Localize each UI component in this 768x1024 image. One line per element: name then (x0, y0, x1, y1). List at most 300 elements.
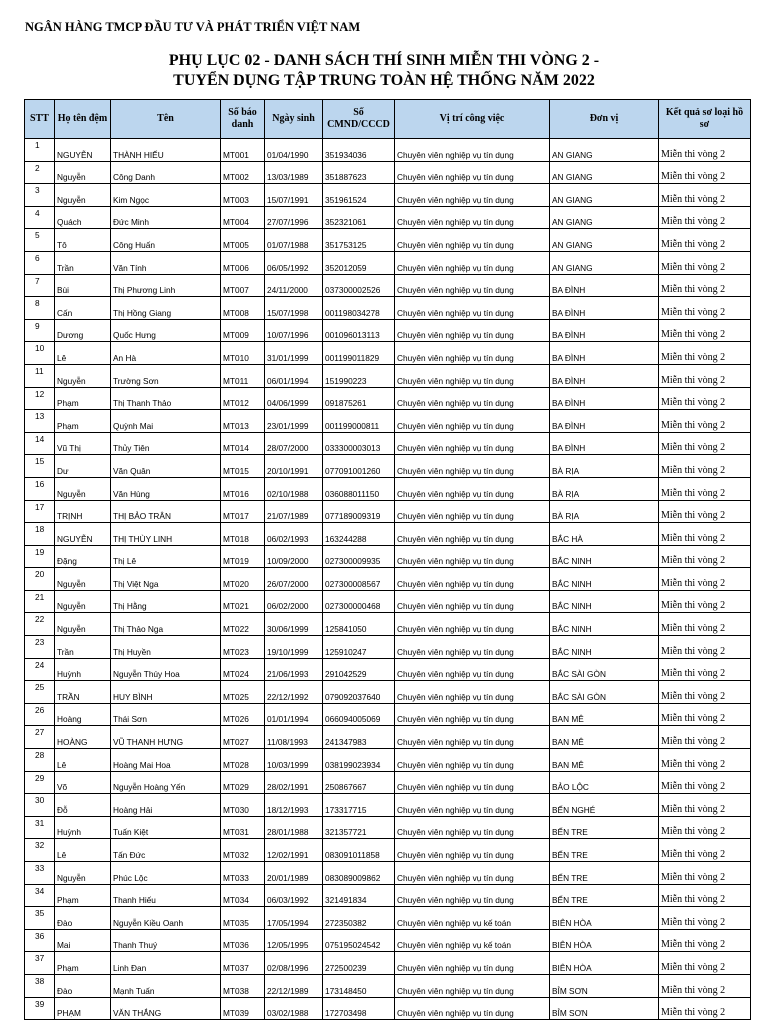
cmnd-cell: 077189009319 (323, 500, 395, 523)
table-row (25, 568, 751, 591)
ho-ten-dem-cell: Tô (55, 229, 111, 252)
ket-qua-cell: Miễn thi vòng 2 (659, 613, 751, 636)
col-header-ten: Tên (111, 100, 221, 139)
ten-cell: Linh Đan (111, 952, 221, 975)
don-vi-cell: BA ĐÌNH (550, 274, 659, 297)
don-vi-cell: BẮC SÀI GÒN (550, 681, 659, 704)
vi-tri-cell: Chuyên viên nghiệp vụ tín dụng (395, 139, 550, 162)
ho-ten-dem-cell: Nguyễn (55, 184, 111, 207)
ket-qua-cell: Miễn thi vòng 2 (659, 590, 751, 613)
ho-ten-dem-cell: Phạm (55, 410, 111, 433)
don-vi-cell: BA ĐÌNH (550, 319, 659, 342)
so-bao-danh-cell: MT007 (221, 274, 265, 297)
vi-tri-cell: Chuyên viên nghiệp vụ tín dụng (395, 274, 550, 297)
ho-ten-dem-cell: Dư (55, 455, 111, 478)
ket-qua-cell: Miễn thi vòng 2 (659, 319, 751, 342)
ngay-sinh-cell: 22/12/1992 (265, 681, 323, 704)
so-bao-danh-cell: MT005 (221, 229, 265, 252)
ngay-sinh-cell: 19/10/1999 (265, 636, 323, 659)
stt-cell: 27 (25, 726, 55, 749)
don-vi-cell: BA ĐÌNH (550, 297, 659, 320)
table-row (25, 319, 751, 342)
vi-tri-cell: Chuyên viên nghiệp vụ tín dụng (395, 364, 550, 387)
don-vi-cell: BẮC SÀI GÒN (550, 658, 659, 681)
table-row (25, 251, 751, 274)
cmnd-cell: 001199000811 (323, 410, 395, 433)
don-vi-cell: BAN MÊ (550, 703, 659, 726)
ho-ten-dem-cell: NGUYỄN (55, 139, 111, 162)
ten-cell: Kim Ngọc (111, 184, 221, 207)
so-bao-danh-cell: MT026 (221, 703, 265, 726)
don-vi-cell: AN GIANG (550, 206, 659, 229)
ten-cell: An Hà (111, 342, 221, 365)
vi-tri-cell: Chuyên viên nghiệp vụ kế toán (395, 929, 550, 952)
ho-ten-dem-cell: Vũ Thị (55, 432, 111, 455)
ngay-sinh-cell: 30/06/1999 (265, 613, 323, 636)
don-vi-cell: BIÊN HÒA (550, 907, 659, 930)
ho-ten-dem-cell: Nguyễn (55, 477, 111, 500)
don-vi-cell: AN GIANG (550, 229, 659, 252)
table-row (25, 410, 751, 433)
ten-cell: Nguyễn Thúy Hoa (111, 658, 221, 681)
don-vi-cell: BỈM SƠN (550, 997, 659, 1020)
so-bao-danh-cell: MT032 (221, 839, 265, 862)
stt-cell: 26 (25, 703, 55, 726)
cmnd-cell: 272500239 (323, 952, 395, 975)
ten-cell: Thị Việt Nga (111, 568, 221, 591)
table-row (25, 229, 751, 252)
ngay-sinh-cell: 28/02/1991 (265, 771, 323, 794)
col-header-vi-tri: Vị trí công việc (395, 100, 550, 139)
so-bao-danh-cell: MT017 (221, 500, 265, 523)
table-row (25, 929, 751, 952)
ket-qua-cell: Miễn thi vòng 2 (659, 274, 751, 297)
don-vi-cell: BẮC HÀ (550, 523, 659, 546)
don-vi-cell: BÀ RỊA (550, 455, 659, 478)
ngay-sinh-cell: 06/02/1993 (265, 523, 323, 546)
vi-tri-cell: Chuyên viên nghiệp vụ tín dụng (395, 297, 550, 320)
stt-cell: 34 (25, 884, 55, 907)
table-row (25, 794, 751, 817)
don-vi-cell: BẮC NINH (550, 636, 659, 659)
col-header-don-vi: Đơn vị (550, 100, 659, 139)
vi-tri-cell: Chuyên viên nghiệp vụ tín dụng (395, 229, 550, 252)
table-row (25, 726, 751, 749)
ngay-sinh-cell: 06/02/2000 (265, 590, 323, 613)
don-vi-cell: BA ĐÌNH (550, 342, 659, 365)
ket-qua-cell: Miễn thi vòng 2 (659, 929, 751, 952)
vi-tri-cell: Chuyên viên nghiệp vụ tín dụng (395, 658, 550, 681)
vi-tri-cell: Chuyên viên nghiệp vụ tín dụng (395, 839, 550, 862)
cmnd-cell: 321491834 (323, 884, 395, 907)
ket-qua-cell: Miễn thi vòng 2 (659, 816, 751, 839)
stt-cell: 38 (25, 974, 55, 997)
ket-qua-cell: Miễn thi vòng 2 (659, 907, 751, 930)
ngay-sinh-cell: 15/07/1998 (265, 297, 323, 320)
table-row (25, 184, 751, 207)
stt-cell: 14 (25, 432, 55, 455)
cmnd-cell: 352012059 (323, 251, 395, 274)
table-row (25, 206, 751, 229)
ten-cell: Văn Tính (111, 251, 221, 274)
ket-qua-cell: Miễn thi vòng 2 (659, 432, 751, 455)
table-row (25, 500, 751, 523)
so-bao-danh-cell: MT003 (221, 184, 265, 207)
cmnd-cell: 125841050 (323, 613, 395, 636)
so-bao-danh-cell: MT004 (221, 206, 265, 229)
don-vi-cell: BẾN TRE (550, 816, 659, 839)
table-row (25, 907, 751, 930)
vi-tri-cell: Chuyên viên nghiệp vụ tín dụng (395, 184, 550, 207)
table-row (25, 161, 751, 184)
don-vi-cell: BỈM SƠN (550, 974, 659, 997)
stt-cell: 9 (25, 319, 55, 342)
ten-cell: Trường Sơn (111, 364, 221, 387)
don-vi-cell: BẮC NINH (550, 613, 659, 636)
vi-tri-cell: Chuyên viên nghiệp vụ kế toán (395, 907, 550, 930)
ngay-sinh-cell: 28/01/1988 (265, 816, 323, 839)
table-row (25, 432, 751, 455)
ket-qua-cell: Miễn thi vòng 2 (659, 387, 751, 410)
ten-cell: THÀNH HIẾU (111, 139, 221, 162)
cmnd-cell: 272350382 (323, 907, 395, 930)
vi-tri-cell: Chuyên viên nghiệp vụ tín dụng (395, 161, 550, 184)
cmnd-cell: 036088011150 (323, 477, 395, 500)
ho-ten-dem-cell: TRẦN (55, 681, 111, 704)
table-row (25, 974, 751, 997)
stt-cell: 24 (25, 658, 55, 681)
vi-tri-cell: Chuyên viên nghiệp vụ tín dụng (395, 703, 550, 726)
cmnd-cell: 351887623 (323, 161, 395, 184)
stt-cell: 19 (25, 545, 55, 568)
ket-qua-cell: Miễn thi vòng 2 (659, 251, 751, 274)
ngay-sinh-cell: 06/03/1992 (265, 884, 323, 907)
ten-cell: HUY BÌNH (111, 681, 221, 704)
vi-tri-cell: Chuyên viên nghiệp vụ tín dụng (395, 455, 550, 478)
vi-tri-cell: Chuyên viên nghiệp vụ tín dụng (395, 590, 550, 613)
table-header-row (25, 100, 751, 139)
vi-tri-cell: Chuyên viên nghiệp vụ tín dụng (395, 500, 550, 523)
stt-cell: 32 (25, 839, 55, 862)
ten-cell: Nguyễn Hoàng Yến (111, 771, 221, 794)
organization-name: NGÂN HÀNG TMCP ĐẦU TƯ VÀ PHÁT TRIỂN VIỆT NAM (25, 20, 361, 34)
stt-cell: 6 (25, 251, 55, 274)
so-bao-danh-cell: MT028 (221, 749, 265, 772)
ho-ten-dem-cell: Cấn (55, 297, 111, 320)
stt-cell: 18 (25, 523, 55, 546)
so-bao-danh-cell: MT021 (221, 590, 265, 613)
cmnd-cell: 151990223 (323, 364, 395, 387)
stt-cell: 22 (25, 613, 55, 636)
ho-ten-dem-cell: Võ (55, 771, 111, 794)
ten-cell: THỊ THÙY LINH (111, 523, 221, 546)
ngay-sinh-cell: 20/01/1989 (265, 862, 323, 885)
vi-tri-cell: Chuyên viên nghiệp vụ tín dụng (395, 251, 550, 274)
so-bao-danh-cell: MT022 (221, 613, 265, 636)
vi-tri-cell: Chuyên viên nghiệp vụ tín dụng (395, 681, 550, 704)
ket-qua-cell: Miễn thi vòng 2 (659, 839, 751, 862)
stt-cell: 31 (25, 816, 55, 839)
ho-ten-dem-cell: Lê (55, 839, 111, 862)
cmnd-cell: 173317715 (323, 794, 395, 817)
table-row (25, 681, 751, 704)
ho-ten-dem-cell: Lê (55, 342, 111, 365)
table-row (25, 658, 751, 681)
table-row (25, 139, 751, 162)
don-vi-cell: BẢO LỘC (550, 771, 659, 794)
ket-qua-cell: Miễn thi vòng 2 (659, 410, 751, 433)
ket-qua-cell: Miễn thi vòng 2 (659, 952, 751, 975)
so-bao-danh-cell: MT018 (221, 523, 265, 546)
cmnd-cell: 351961524 (323, 184, 395, 207)
cmnd-cell: 173148450 (323, 974, 395, 997)
so-bao-danh-cell: MT035 (221, 907, 265, 930)
table-row (25, 771, 751, 794)
cmnd-cell: 027300000468 (323, 590, 395, 613)
ho-ten-dem-cell: Hoàng (55, 703, 111, 726)
so-bao-danh-cell: MT039 (221, 997, 265, 1020)
table-row (25, 952, 751, 975)
ngay-sinh-cell: 28/07/2000 (265, 432, 323, 455)
stt-cell: 28 (25, 749, 55, 772)
cmnd-cell: 321357721 (323, 816, 395, 839)
ho-ten-dem-cell: Phạm (55, 884, 111, 907)
stt-cell: 1 (25, 139, 55, 162)
vi-tri-cell: Chuyên viên nghiệp vụ tín dụng (395, 432, 550, 455)
ho-ten-dem-cell: Huỳnh (55, 658, 111, 681)
ngay-sinh-cell: 12/02/1991 (265, 839, 323, 862)
vi-tri-cell: Chuyên viên nghiệp vụ tín dụng (395, 952, 550, 975)
ten-cell: Phúc Lộc (111, 862, 221, 885)
col-header-cmnd: Số CMND/CCCD (323, 100, 395, 139)
stt-cell: 33 (25, 862, 55, 885)
table-row (25, 545, 751, 568)
stt-cell: 25 (25, 681, 55, 704)
stt-cell: 30 (25, 794, 55, 817)
don-vi-cell: BIÊN HÒA (550, 952, 659, 975)
ngay-sinh-cell: 10/09/2000 (265, 545, 323, 568)
ngay-sinh-cell: 01/07/1988 (265, 229, 323, 252)
ten-cell: Văn Quân (111, 455, 221, 478)
document-title-line-1: PHỤ LỤC 02 - DANH SÁCH THÍ SINH MIỄN THI VÒNG 2 - (168, 52, 600, 69)
ho-ten-dem-cell: Nguyễn (55, 590, 111, 613)
cmnd-cell: 077091001260 (323, 455, 395, 478)
ngay-sinh-cell: 11/08/1993 (265, 726, 323, 749)
ngay-sinh-cell: 20/10/1991 (265, 455, 323, 478)
table-row (25, 636, 751, 659)
so-bao-danh-cell: MT025 (221, 681, 265, 704)
so-bao-danh-cell: MT038 (221, 974, 265, 997)
ho-ten-dem-cell: Trần (55, 636, 111, 659)
cmnd-cell: 066094005069 (323, 703, 395, 726)
ten-cell: VĂN THẮNG (111, 997, 221, 1020)
ten-cell: Thị Phương Linh (111, 274, 221, 297)
stt-cell: 7 (25, 274, 55, 297)
table-row (25, 274, 751, 297)
ten-cell: VŨ THANH HƯNG (111, 726, 221, 749)
cmnd-cell: 091875261 (323, 387, 395, 410)
ho-ten-dem-cell: Nguyễn (55, 568, 111, 591)
ngay-sinh-cell: 21/07/1989 (265, 500, 323, 523)
ten-cell: Hoàng Mai Hoa (111, 749, 221, 772)
vi-tri-cell: Chuyên viên nghiệp vụ tín dụng (395, 997, 550, 1020)
ho-ten-dem-cell: HOÀNG (55, 726, 111, 749)
stt-cell: 15 (25, 455, 55, 478)
cmnd-cell: 033300003013 (323, 432, 395, 455)
so-bao-danh-cell: MT034 (221, 884, 265, 907)
ket-qua-cell: Miễn thi vòng 2 (659, 703, 751, 726)
ket-qua-cell: Miễn thi vòng 2 (659, 139, 751, 162)
so-bao-danh-cell: MT033 (221, 862, 265, 885)
table-row (25, 997, 751, 1020)
table-row (25, 749, 751, 772)
cmnd-cell: 351753125 (323, 229, 395, 252)
ngay-sinh-cell: 06/01/1994 (265, 364, 323, 387)
vi-tri-cell: Chuyên viên nghiệp vụ tín dụng (395, 319, 550, 342)
don-vi-cell: BÀ RỊA (550, 500, 659, 523)
so-bao-danh-cell: MT029 (221, 771, 265, 794)
stt-cell: 12 (25, 387, 55, 410)
cmnd-cell: 241347983 (323, 726, 395, 749)
vi-tri-cell: Chuyên viên nghiệp vụ tín dụng (395, 477, 550, 500)
ket-qua-cell: Miễn thi vòng 2 (659, 455, 751, 478)
vi-tri-cell: Chuyên viên nghiệp vụ tín dụng (395, 342, 550, 365)
col-header-ngay-sinh: Ngày sinh (265, 100, 323, 139)
don-vi-cell: BẮC NINH (550, 568, 659, 591)
don-vi-cell: AN GIANG (550, 139, 659, 162)
cmnd-cell: 083091011858 (323, 839, 395, 862)
ten-cell: Thủy Tiên (111, 432, 221, 455)
table-row (25, 297, 751, 320)
stt-cell: 35 (25, 907, 55, 930)
vi-tri-cell: Chuyên viên nghiệp vụ tín dụng (395, 387, 550, 410)
cmnd-cell: 001198034278 (323, 297, 395, 320)
vi-tri-cell: Chuyên viên nghiệp vụ tín dụng (395, 726, 550, 749)
stt-cell: 17 (25, 500, 55, 523)
ten-cell: Thị Hằng (111, 590, 221, 613)
stt-cell: 21 (25, 590, 55, 613)
don-vi-cell: BÀ RỊA (550, 477, 659, 500)
ngay-sinh-cell: 01/01/1994 (265, 703, 323, 726)
ket-qua-cell: Miễn thi vòng 2 (659, 681, 751, 704)
ho-ten-dem-cell: Phạm (55, 952, 111, 975)
stt-cell: 29 (25, 771, 55, 794)
ket-qua-cell: Miễn thi vòng 2 (659, 364, 751, 387)
ho-ten-dem-cell: Đào (55, 907, 111, 930)
so-bao-danh-cell: MT010 (221, 342, 265, 365)
ngay-sinh-cell: 15/07/1991 (265, 184, 323, 207)
ket-qua-cell: Miễn thi vòng 2 (659, 862, 751, 885)
so-bao-danh-cell: MT030 (221, 794, 265, 817)
so-bao-danh-cell: MT015 (221, 455, 265, 478)
stt-cell: 37 (25, 952, 55, 975)
ket-qua-cell: Miễn thi vòng 2 (659, 184, 751, 207)
so-bao-danh-cell: MT024 (221, 658, 265, 681)
cmnd-cell: 027300008567 (323, 568, 395, 591)
stt-cell: 20 (25, 568, 55, 591)
so-bao-danh-cell: MT023 (221, 636, 265, 659)
ho-ten-dem-cell: Mai (55, 929, 111, 952)
don-vi-cell: BIÊN HÒA (550, 929, 659, 952)
so-bao-danh-cell: MT011 (221, 364, 265, 387)
vi-tri-cell: Chuyên viên nghiệp vụ tín dụng (395, 410, 550, 433)
ho-ten-dem-cell: NGUYỄN (55, 523, 111, 546)
ngay-sinh-cell: 22/12/1989 (265, 974, 323, 997)
ket-qua-cell: Miễn thi vòng 2 (659, 161, 751, 184)
cmnd-cell: 038199023934 (323, 749, 395, 772)
col-header-ho-ten-dem: Họ tên đệm (55, 100, 111, 139)
so-bao-danh-cell: MT009 (221, 319, 265, 342)
ket-qua-cell: Miễn thi vòng 2 (659, 997, 751, 1020)
cmnd-cell: 083089009862 (323, 862, 395, 885)
table-body (25, 139, 751, 1020)
don-vi-cell: BA ĐÌNH (550, 410, 659, 433)
ho-ten-dem-cell: Lê (55, 749, 111, 772)
ten-cell: Thanh Hiếu (111, 884, 221, 907)
so-bao-danh-cell: MT012 (221, 387, 265, 410)
don-vi-cell: BA ĐÌNH (550, 364, 659, 387)
ho-ten-dem-cell: Nguyễn (55, 364, 111, 387)
cmnd-cell: 250867667 (323, 771, 395, 794)
vi-tri-cell: Chuyên viên nghiệp vụ tín dụng (395, 545, 550, 568)
ngay-sinh-cell: 04/06/1999 (265, 387, 323, 410)
vi-tri-cell: Chuyên viên nghiệp vụ tín dụng (395, 771, 550, 794)
cmnd-cell: 172703498 (323, 997, 395, 1020)
don-vi-cell: AN GIANG (550, 251, 659, 274)
ten-cell: Công Danh (111, 161, 221, 184)
candidate-table (24, 99, 751, 1020)
cmnd-cell: 125910247 (323, 636, 395, 659)
ket-qua-cell: Miễn thi vòng 2 (659, 974, 751, 997)
ten-cell: Tấn Đức (111, 839, 221, 862)
stt-cell: 10 (25, 342, 55, 365)
don-vi-cell: BA ĐÌNH (550, 432, 659, 455)
so-bao-danh-cell: MT037 (221, 952, 265, 975)
don-vi-cell: BẾN TRE (550, 862, 659, 885)
ho-ten-dem-cell: Đặng (55, 545, 111, 568)
ket-qua-cell: Miễn thi vòng 2 (659, 206, 751, 229)
cmnd-cell: 079092037640 (323, 681, 395, 704)
ket-qua-cell: Miễn thi vòng 2 (659, 771, 751, 794)
ten-cell: Thái Sơn (111, 703, 221, 726)
stt-cell: 13 (25, 410, 55, 433)
ho-ten-dem-cell: Dương (55, 319, 111, 342)
so-bao-danh-cell: MT013 (221, 410, 265, 433)
ket-qua-cell: Miễn thi vòng 2 (659, 523, 751, 546)
ket-qua-cell: Miễn thi vòng 2 (659, 229, 751, 252)
ket-qua-cell: Miễn thi vòng 2 (659, 726, 751, 749)
stt-cell: 23 (25, 636, 55, 659)
vi-tri-cell: Chuyên viên nghiệp vụ tín dụng (395, 794, 550, 817)
ten-cell: Quỳnh Mai (111, 410, 221, 433)
ho-ten-dem-cell: Huỳnh (55, 816, 111, 839)
table-row (25, 455, 751, 478)
ho-ten-dem-cell: Đỗ (55, 794, 111, 817)
ngay-sinh-cell: 17/05/1994 (265, 907, 323, 930)
ten-cell: Thị Huyền (111, 636, 221, 659)
don-vi-cell: BẮC NINH (550, 590, 659, 613)
vi-tri-cell: Chuyên viên nghiệp vụ tín dụng (395, 613, 550, 636)
ten-cell: Hoàng Hải (111, 794, 221, 817)
ngay-sinh-cell: 18/12/1993 (265, 794, 323, 817)
vi-tri-cell: Chuyên viên nghiệp vụ tín dụng (395, 523, 550, 546)
ten-cell: Thị Thanh Thảo (111, 387, 221, 410)
ngay-sinh-cell: 23/01/1999 (265, 410, 323, 433)
ho-ten-dem-cell: PHẠM (55, 997, 111, 1020)
so-bao-danh-cell: MT002 (221, 161, 265, 184)
so-bao-danh-cell: MT020 (221, 568, 265, 591)
so-bao-danh-cell: MT031 (221, 816, 265, 839)
